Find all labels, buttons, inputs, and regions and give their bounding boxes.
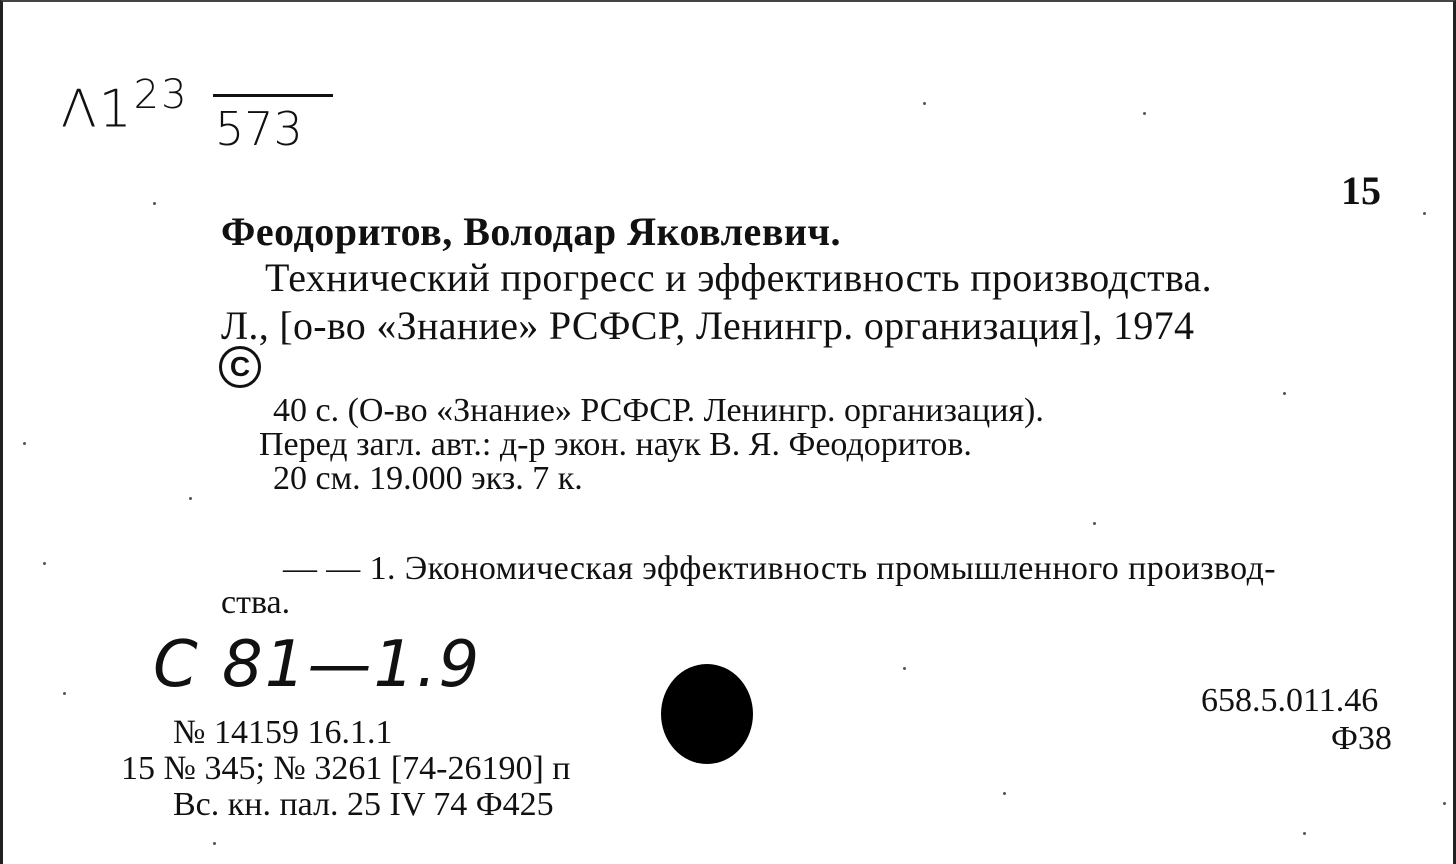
card-number: 15 bbox=[1341, 168, 1381, 213]
description-line: 40 с. (О-во «Знание» РСФСР. Ленингр. организация). bbox=[273, 392, 1044, 429]
print-speck bbox=[1143, 112, 1146, 115]
print-speck bbox=[1283, 392, 1286, 395]
print-speck bbox=[1423, 212, 1426, 215]
print-speck bbox=[43, 562, 46, 565]
author-mark: Ф38 bbox=[1331, 720, 1392, 757]
print-speck bbox=[153, 202, 156, 205]
print-speck bbox=[213, 842, 216, 845]
print-speck bbox=[63, 692, 66, 695]
print-speck bbox=[903, 667, 906, 670]
subject-heading-cont: ства. bbox=[221, 584, 291, 621]
print-speck bbox=[23, 442, 26, 445]
title-line: Технический прогресс и эффективность производства. bbox=[265, 255, 1212, 300]
print-speck bbox=[1443, 802, 1446, 805]
registration-line: № 14159 16.1.1 bbox=[173, 714, 393, 751]
registration-line: Вс. кн. пал. 25 IV 74 Ф425 bbox=[173, 786, 554, 823]
shelf-mark bbox=[61, 72, 189, 139]
udc-code: 658.5.011.46 bbox=[1201, 682, 1379, 719]
description-line: 20 см. 19.000 экз. 7 к. bbox=[273, 460, 583, 497]
print-speck bbox=[923, 102, 926, 105]
print-speck bbox=[189, 497, 192, 500]
print-speck bbox=[1303, 832, 1306, 835]
shelf-mark-denominator: 573 bbox=[215, 102, 303, 156]
print-speck bbox=[1003, 792, 1006, 795]
description-line: Перед загл. авт.: д-р экон. наук В. Я. Феодоритов. bbox=[259, 426, 972, 463]
shelf-mark-sup: 23 bbox=[133, 72, 189, 118]
author-heading: Феодоритов, Володар Яковлевич. bbox=[221, 209, 842, 254]
imprint-line: Л., [о-во «Знание» РСФСР, Ленингр. организация], 1974 bbox=[221, 303, 1195, 348]
shelf-mark-prefix: Λ1 bbox=[61, 79, 134, 140]
registration-line: 15 № 345; № 3261 [74-26190] п bbox=[121, 750, 571, 787]
print-speck bbox=[1093, 522, 1096, 525]
subject-heading: — — 1. Экономическая эффективность промышленного производ- bbox=[283, 550, 1276, 587]
punch-hole bbox=[661, 664, 753, 764]
classification-code: С 81—1.9 bbox=[153, 628, 482, 702]
copyright-icon: C bbox=[219, 346, 261, 388]
shelf-mark-bar bbox=[213, 94, 333, 97]
